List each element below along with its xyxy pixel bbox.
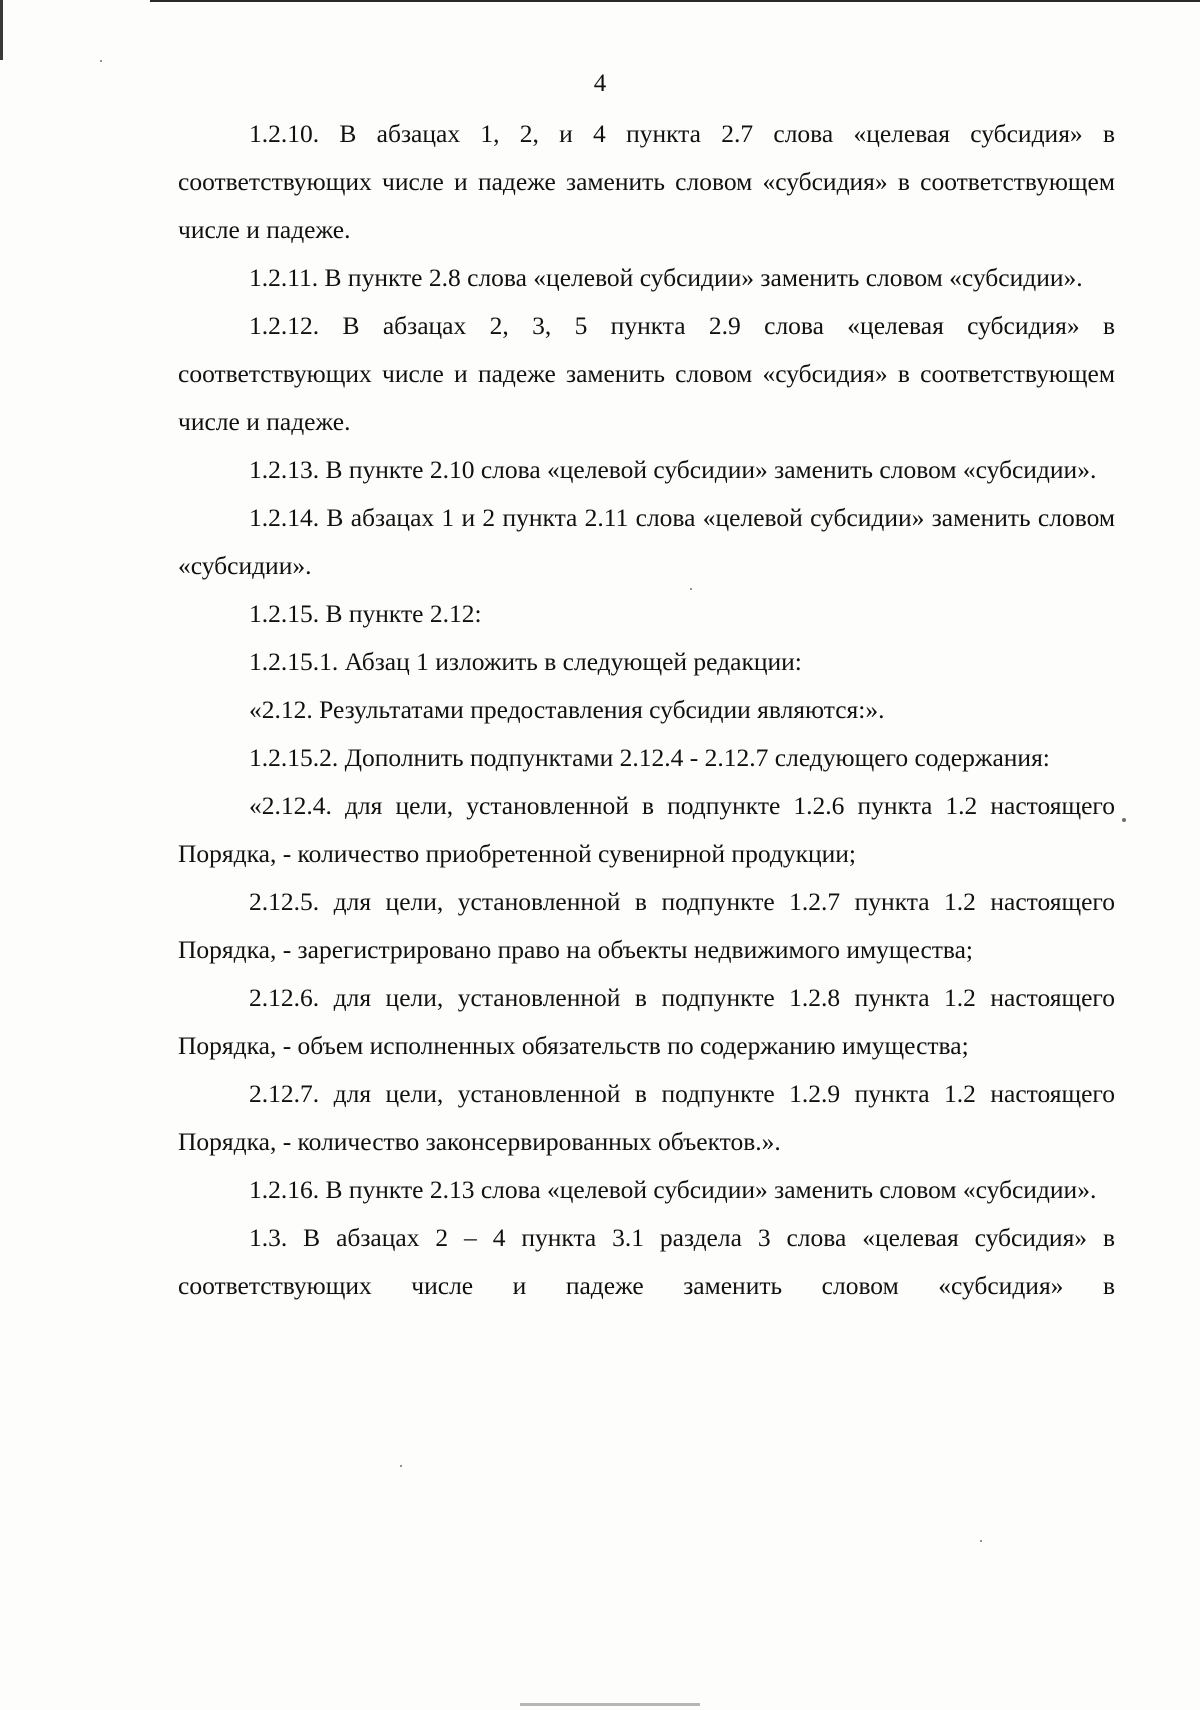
paragraph-1-2-16: 1.2.16. В пункте 2.13 слова «целевой субсидии» заменить словом «субсидии». [249, 1175, 1097, 1204]
scan-speck [1122, 818, 1126, 822]
scan-smear-bottom [520, 1703, 700, 1706]
scan-speck [690, 588, 692, 590]
paragraph-2-12-quote: «2.12. Результатами предоставления субсидии являются:». [249, 695, 885, 724]
paragraph-2-12-7: 2.12.7. для цели, установленной в подпункте 1.2.9 пункта 1.2 настоящего Порядка, - количество законсервированных объектов.». [178, 1079, 1115, 1156]
scan-edge-left [0, 0, 3, 60]
paragraph-1-2-12: 1.2.12. В абзацах 2, 3, 5 пункта 2.9 слова «целевая субсидия» в соответствующих числе и падеже заменить словом «субсидия» в соответствующем числе и падеже. [178, 311, 1115, 436]
paragraph-1-3: 1.3. В абзацах 2 – 4 пункта 3.1 раздела 3 слова «целевая субсидия» в соответствующих числе и падеже заменить словом «субсидия» в [178, 1223, 1115, 1300]
document-body [178, 110, 1115, 1310]
paragraph-2-12-6: 2.12.6. для цели, установленной в подпункте 1.2.8 пункта 1.2 настоящего Порядка, - объем исполненных обязательств по содержанию имущества; [178, 983, 1115, 1060]
page-number: 4 [593, 70, 607, 97]
paragraph-1-2-14: 1.2.14. В абзацах 1 и 2 пункта 2.11 слова «целевой субсидии» заменить словом «субсидии». [178, 503, 1115, 580]
paragraph-1-2-15: 1.2.15. В пункте 2.12: [249, 599, 482, 628]
scan-speck [400, 1465, 402, 1467]
paragraph-1-2-11: 1.2.11. В пункте 2.8 слова «целевой субсидии» заменить словом «субсидии». [249, 263, 1083, 292]
paragraph-2-12-4: «2.12.4. для цели, установленной в подпункте 1.2.6 пункта 1.2 настоящего Порядка, - количество приобретенной сувенирной продукции; [178, 791, 1115, 868]
paragraph-1-2-13: 1.2.13. В пункте 2.10 слова «целевой субсидии» заменить словом «субсидии». [249, 455, 1097, 484]
paragraph-1-2-15-2: 1.2.15.2. Дополнить подпунктами 2.12.4 - 2.12.7 следующего содержания: [249, 743, 1050, 772]
scan-speck [100, 60, 102, 62]
scan-edge-top [150, 0, 1200, 2]
scan-speck [980, 1540, 982, 1542]
paragraph-2-12-5: 2.12.5. для цели, установленной в подпункте 1.2.7 пункта 1.2 настоящего Порядка, - зарегистрировано право на объекты недвижимого имущества; [178, 887, 1115, 964]
paragraph-1-2-10: 1.2.10. В абзацах 1, 2, и 4 пункта 2.7 слова «целевая субсидия» в соответствующих числе и падеже заменить словом «субсидия» в соответствующем числе и падеже. [178, 119, 1115, 244]
paragraph-1-2-15-1: 1.2.15.1. Абзац 1 изложить в следующей редакции: [249, 647, 802, 676]
